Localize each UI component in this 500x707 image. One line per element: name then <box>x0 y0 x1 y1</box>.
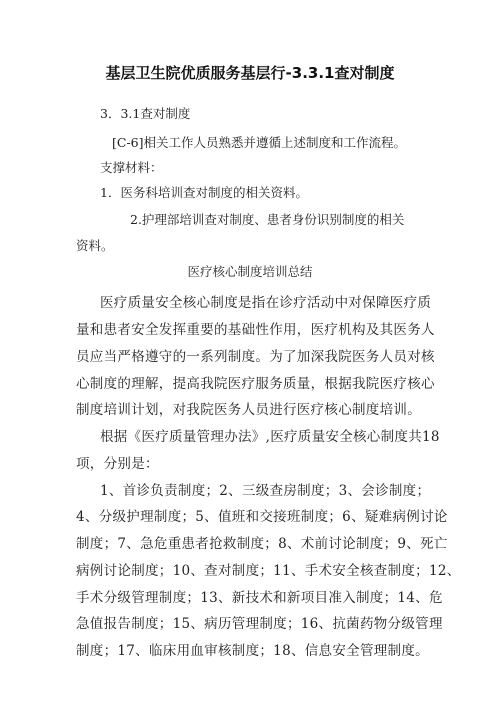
paragraph-line: 员应当严格遵守的一系列制度。为了加深我院医务人员对核 <box>76 349 435 365</box>
list-line: 1、首诊负责制度；2、三级查房制度；3、会诊制度； <box>100 483 431 499</box>
section-heading: 3．3.1查对制度 <box>100 106 191 121</box>
summary-heading: 医疗核心制度培训总结 <box>187 264 313 279</box>
requirement-line: [C-6]相关工作人员熟悉并遵循上述制度和工作流程。 <box>112 135 406 150</box>
paragraph-line: 制度培训计划，对我院医务人员进行医疗核心制度培训。 <box>76 402 421 418</box>
list-line: 制度；17、临床用血审核制度；18、信息安全管理制度。 <box>76 643 429 659</box>
paragraph-line: 医疗质量安全核心制度是指在诊疗活动中对保障医疗质 <box>100 295 432 311</box>
list-line: 4、分级护理制度；5、值班和交接班制度；6、疑难病例讨论 <box>76 509 448 525</box>
material-item-2: 2.护理部培训查对制度、患者身份识别制度的相关 <box>130 212 405 227</box>
list-line: 手术分级管理制度；13、新技术和新项目准入制度；14、危 <box>76 590 443 606</box>
material-item-1: 1．医务科培训查对制度的相关资料。 <box>100 185 308 200</box>
paragraph-line: 量和患者安全发挥重要的基础性作用，医疗机构及其医务人 <box>76 322 435 338</box>
list-line: 病例讨论制度；10、查对制度；11、手术安全核查制度；12、 <box>76 563 461 579</box>
list-line: 制度；7、急危重患者抢救制度；8、术前讨论制度；9、死亡 <box>76 536 448 552</box>
paragraph-line: 根据《医疗质量管理办法》,医疗质量安全核心制度共18 <box>100 429 440 445</box>
paragraph-line: 心制度的理解，提高我院医疗服务质量，根据我院医疗核心 <box>76 376 435 392</box>
paragraph-line: 项，分别是： <box>76 456 159 472</box>
support-materials-label: 支撑材料： <box>100 160 163 175</box>
material-item-2-cont: 资料。 <box>76 238 114 253</box>
document-title: 基层卫生院优质服务基层行-3.3.1查对制度 <box>105 64 395 82</box>
list-line: 急值报告制度；15、病历管理制度；16、抗菌药物分级管理 <box>76 616 443 632</box>
